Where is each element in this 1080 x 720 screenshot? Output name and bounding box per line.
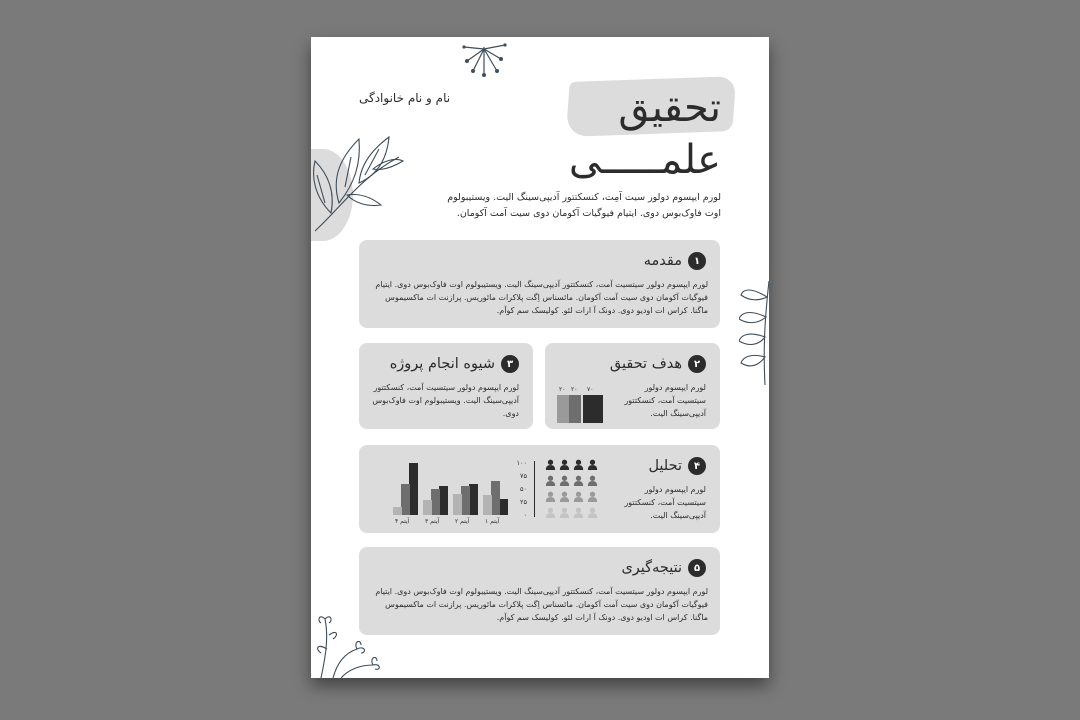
analysis-chart-category-label: آیتم ۴	[395, 518, 410, 525]
section-body: لورم ایپسوم دولور سیتسیت آمت، کنسکتتور آدیپی‌سینگ الیت. ویستیبولوم اوت فاوک‌بوس دوی. ایتیام فیوگیات آکومان دوی سیت آمت آکومان. مائسناس اِگت پلاکرات مائوریس. پرازنت ات ماکسیموس ماگنا. کراس ات اودیو دوی. دونک آ ارات لئو. کولیسک سم کوآم.	[375, 587, 708, 622]
document-title-line1: تحقیق	[618, 85, 721, 131]
section-title: نتیجه‌گیری	[621, 560, 682, 576]
pictograph-divider	[534, 461, 535, 517]
section-number-badge: ۳	[501, 355, 519, 373]
analysis-chart-ytick-label: ۷۵	[520, 472, 527, 480]
section-card-analysis	[359, 445, 720, 533]
section-heading	[621, 559, 706, 577]
section-heading	[390, 355, 519, 373]
section-title: مقدمه	[643, 253, 682, 269]
analysis-chart-bar	[409, 463, 418, 515]
person-icon	[587, 475, 598, 486]
person-icon	[573, 459, 584, 470]
person-icon	[587, 507, 598, 518]
section-heading	[644, 252, 706, 270]
person-icon	[559, 491, 570, 502]
person-icon	[545, 507, 556, 518]
analysis-chart-bar	[401, 484, 410, 515]
section-card-methodology	[359, 343, 533, 429]
section-number-badge: ۴	[688, 457, 706, 475]
analysis-chart-bar	[483, 495, 492, 515]
goal-chart-bar	[557, 395, 569, 423]
analysis-chart-ytick-label: ۰	[523, 511, 527, 519]
analysis-chart-bar	[461, 486, 470, 515]
analysis-bar-chart	[373, 459, 529, 527]
person-icon	[573, 475, 584, 486]
section-heading	[610, 355, 706, 373]
analysis-chart-ytick-label: ۵۰	[520, 485, 527, 493]
analysis-chart-bar	[439, 486, 448, 515]
person-icon	[587, 491, 598, 502]
leaf-branch-icon	[739, 277, 769, 387]
goal-chart-data-label: ۲۰	[559, 386, 566, 393]
person-icon	[559, 475, 570, 486]
section-number-badge: ۲	[688, 355, 706, 373]
section-card-research-goal	[545, 343, 720, 429]
person-icon	[559, 459, 570, 470]
person-icon	[559, 507, 570, 518]
section-title: تحلیل	[648, 458, 682, 474]
section-title: شیوه انجام پروژه	[389, 356, 495, 372]
section-body: لورم ایپسوم دولور سیتسیت آمت، کنسکتتور آدیپی‌سینگ الیت.	[624, 383, 706, 418]
person-icon	[545, 491, 556, 502]
section-number-badge: ۵	[688, 559, 706, 577]
analysis-chart-category-label: آیتم ۳	[425, 518, 440, 525]
person-icon	[545, 475, 556, 486]
analysis-chart-bar	[431, 489, 440, 515]
analysis-chart-bar	[469, 484, 478, 515]
leaf-branch-icon	[311, 127, 406, 237]
person-icon	[545, 459, 556, 470]
author-name: نام و نام خانوادگی	[359, 91, 451, 105]
section-body: لورم ایپسوم دولور سیتسیت آمت، کنسکتتور آدیپی‌سینگ الیت.	[624, 485, 706, 520]
analysis-chart-category-label: آیتم ۱	[485, 518, 500, 525]
analysis-chart-bar	[491, 481, 500, 515]
goal-chart-data-label: ۲۰	[571, 386, 578, 393]
analysis-chart-ytick-label: ۲۵	[520, 498, 527, 506]
section-title: هدف تحقیق	[609, 356, 682, 372]
people-pictograph	[545, 459, 601, 521]
analysis-chart-bar	[423, 500, 432, 515]
person-icon	[573, 491, 584, 502]
section-number-badge: ۱	[688, 252, 706, 270]
section-card-introduction	[359, 240, 720, 328]
analysis-chart-bar	[499, 499, 508, 515]
analysis-chart-category-label: آیتم ۲	[455, 518, 470, 525]
document-page	[311, 37, 769, 678]
analysis-chart-bar	[453, 494, 462, 515]
analysis-chart-ytick-label: ۱۰۰	[516, 459, 527, 467]
section-card-conclusion	[359, 547, 720, 635]
section-heading	[648, 457, 706, 475]
goal-chart-data-label: ۷۰	[587, 386, 594, 393]
goal-chart-bar	[569, 395, 581, 423]
starburst-icon	[459, 37, 509, 79]
goal-chart-bar	[583, 395, 603, 423]
intro-text: لورم ایپسوم دولور سیت آمِت، کنسکتتور آدیپی‌سینگ الیت. ویستیبولوم اوت فاوک‌بوس دوی. ایتیام فیوگیات آکومان دوی سیت آمت آکومان.	[447, 192, 721, 219]
goal-bar-chart	[557, 383, 601, 423]
person-icon	[587, 459, 598, 470]
person-icon	[573, 507, 584, 518]
section-body: لورم ایپسوم دولور سیتسیت آمت، کنسکتتور آدیپی‌سینگ الیت. ویستیبولوم اوت فاوک‌بوس دوی. ایتیام فیوگیات آکومان دوی سیت آمت آکومان. مائسناس اِگت پلاکرات مائوریس. پرازنت ات ماکسیموس ماگنا. کراس ات اودیو دوی. دونک آ ارات لئو. کولیسک سم کوآم.	[375, 280, 708, 315]
document-title-line2: علمـــــی	[568, 137, 721, 183]
section-body: لورم ایپسوم دولور سیتسیت آمت، کنسکتتور آدیپی‌سینگ الیت. ویستیبولوم اوت فاوک‌بوس دوی.	[372, 383, 519, 418]
analysis-chart-bar	[393, 507, 402, 515]
